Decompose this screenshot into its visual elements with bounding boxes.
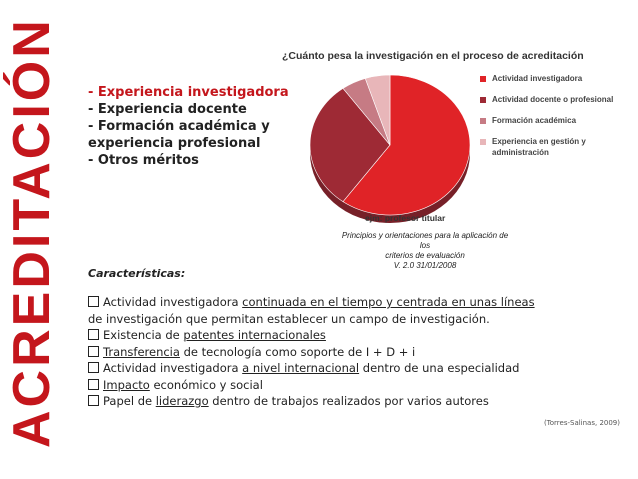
legend-label: Actividad docente o profesional — [492, 95, 614, 104]
merit-item: - Formación académica y experiencia profesional — [88, 119, 270, 151]
text: de investigación que permitan establecer un campo de investigación. — [88, 311, 490, 326]
legend-label: Experiencia en gestión y administración — [492, 137, 586, 157]
characteristics-list — [88, 294, 618, 410]
legend-label: Actividad investigadora — [492, 74, 583, 83]
source-note-line: V. 2.0 31/01/2008 — [393, 261, 457, 270]
vertical-title: ACREDITACIÓN — [3, 17, 61, 448]
characteristic-item — [88, 393, 618, 410]
source-note-line: criterios de evaluación — [385, 251, 465, 260]
checkbox-bullet-icon — [88, 379, 99, 390]
underlined-text: liderazgo — [155, 394, 209, 408]
legend-swatch — [480, 139, 486, 145]
underlined-text: Transferencia — [103, 344, 180, 359]
characteristic-item — [88, 344, 618, 361]
text: Papel de — [103, 394, 156, 408]
citation: (Torres-Salinas, 2009) — [543, 419, 620, 427]
underlined-text: patentes internacionales — [183, 328, 326, 342]
checkbox-bullet-icon — [88, 329, 99, 340]
chart-legend — [480, 73, 630, 168]
characteristics-heading: Características: — [88, 267, 186, 280]
legend-item — [480, 136, 630, 158]
chart-title: ¿Cuánto pesa la investigación en el proceso de acreditación — [282, 50, 584, 62]
source-note — [340, 231, 510, 271]
checkbox-bullet-icon — [88, 362, 99, 373]
text: económico y social — [149, 377, 263, 392]
source-note-line: Principios y orientaciones para la aplicación de los — [341, 231, 509, 250]
characteristic-item — [88, 327, 618, 344]
characteristic-item — [88, 377, 618, 394]
underlined-text: a nivel internacional — [242, 361, 360, 375]
checkbox-bullet-icon — [88, 296, 99, 307]
pie-chart — [300, 67, 500, 232]
legend-item — [480, 94, 630, 105]
legend-swatch — [480, 97, 486, 103]
legend-label: Formación académica — [492, 116, 577, 125]
characteristic-item — [88, 294, 618, 311]
chart-caption: ejm: profesor titular — [365, 213, 446, 223]
text: Actividad investigadora — [103, 361, 243, 375]
underlined-text: continuada en el tiempo y centrada en unas líneas — [242, 295, 535, 309]
characteristic-item — [88, 360, 618, 377]
characteristic-item — [88, 311, 618, 328]
underlined-text: Impacto — [103, 377, 150, 392]
legend-item — [480, 73, 630, 84]
legend-swatch — [480, 118, 486, 124]
checkbox-bullet-icon — [88, 346, 99, 357]
text: Actividad investigadora — [103, 295, 243, 309]
text: dentro de una especialidad — [359, 361, 520, 375]
checkbox-bullet-icon — [88, 395, 99, 406]
legend-swatch — [480, 76, 486, 82]
text: de tecnología como soporte de I + D + i — [179, 344, 416, 359]
pie-chart-panel — [270, 45, 628, 243]
merit-item: - Otros méritos — [88, 153, 199, 168]
merit-item: - Experiencia docente — [88, 102, 247, 117]
merit-item: - Experiencia investigadora — [88, 85, 289, 100]
legend-item — [480, 115, 630, 126]
text: dentro de trabajos realizados por varios autores — [208, 394, 489, 408]
text: Existencia de — [103, 328, 184, 342]
